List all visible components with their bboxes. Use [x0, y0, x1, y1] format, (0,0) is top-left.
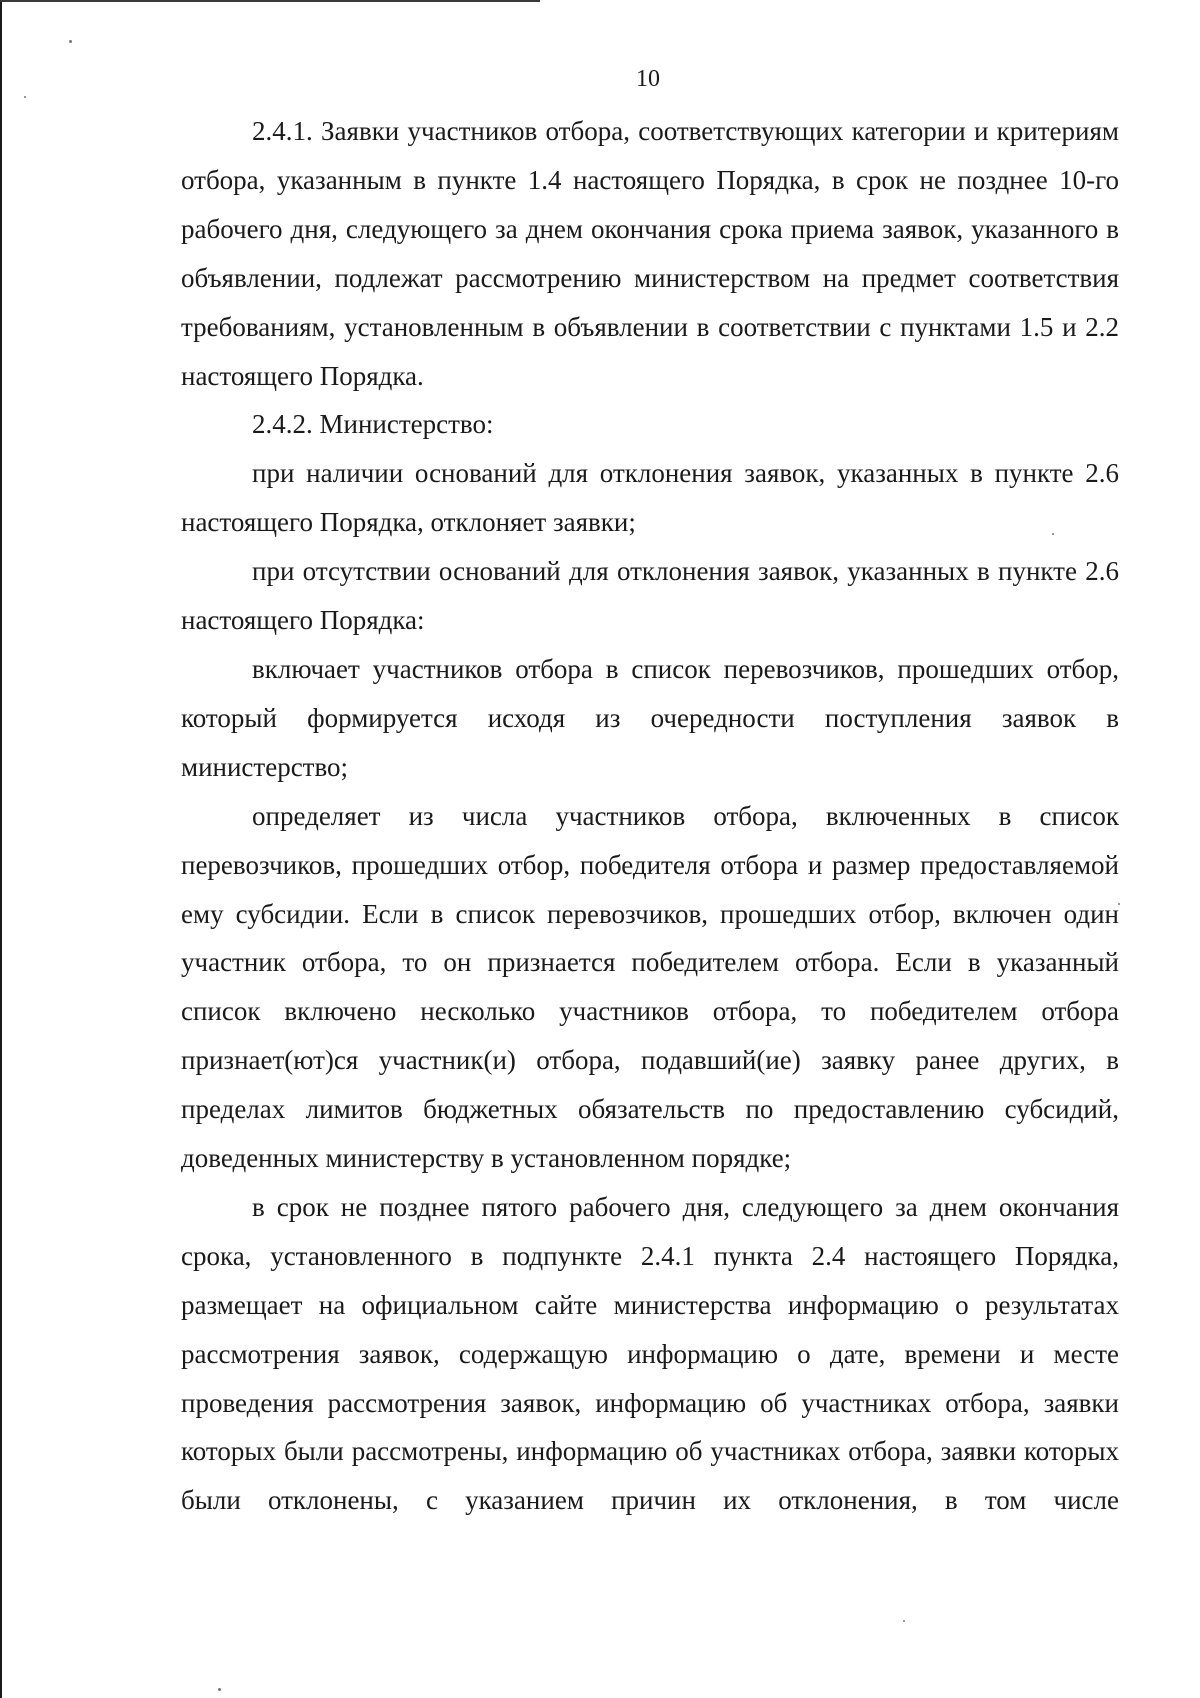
- document-body: [181, 107, 1119, 1525]
- paragraph-include-in-list: включает участников отбора в список перевозчиков, прошедших отбор, который формируется исходя из очередности поступления заявок в министерство;: [181, 653, 1119, 782]
- paragraph-publish-results: в срок не позднее пятого рабочего дня, следующего за днем окончания срока, установленного в подпункте 2.4.1 пункта 2.4 настоящего Порядка, размещает на официальном сайте министерства информацию о результатах рассмотрения заявок, содержащую информацию о дате, времени и месте проведения рассмотрения заявок, информацию об участниках отбора, заявки которых были рассмотрены, информацию об участниках отбора, заявки которых были отклонены, с указанием причин их отклонения, в том числе: [181, 1191, 1119, 1516]
- paragraph-no-grounds-for-rejection: при отсутствии оснований для отклонения заявок, указанных в пункте 2.6 настоящего Порядка:: [181, 556, 1119, 636]
- scan-speck: [903, 1620, 905, 1622]
- scan-speck: [69, 40, 72, 43]
- scan-edge-top: [0, 0, 540, 2]
- paragraph-determine-winner: определяет из числа участников отбора, включенных в список перевозчиков, прошедших отбор, победителя отбора и размер предоставляемой ему субсидии. Если в список перевозчиков, прошедших отбор, включен один участник отбора, то он признается победителем отбора. Если в указанный список включено несколько участников отбора, то победителем отбора признает(ют)ся участник(и) отбора, подавший(ие) заявку ранее других, в пределах лимитов бюджетных обязательств по предоставлению субсидий, доведенных министерству в установленном порядке;: [181, 800, 1119, 1174]
- scan-speck: [218, 1688, 221, 1691]
- paragraph-2-4-2-heading: 2.4.2. Министерство:: [252, 409, 494, 440]
- paragraph-2-4-1: 2.4.1. Заявки участников отбора, соответствующих категории и критериям отбора, указанным в пункте 1.4 настоящего Порядка, в срок не позднее 10-го рабочего дня, следующего за днем окончания срока приема заявок, указанного в объявлении, подлежат рассмотрению министерством на предмет соответствия требованиям, установленным в объявлении в соответствии с пунктами 1.5 и 2.2 настоящего Порядка.: [181, 116, 1119, 391]
- page-number: 10: [636, 66, 660, 92]
- scan-speck: [24, 96, 26, 98]
- paragraph-reject-applications: при наличии оснований для отклонения заявок, указанных в пункте 2.6 настоящего Порядка, отклоняет заявки;: [181, 458, 1119, 538]
- scan-edge-left: [0, 0, 2, 1698]
